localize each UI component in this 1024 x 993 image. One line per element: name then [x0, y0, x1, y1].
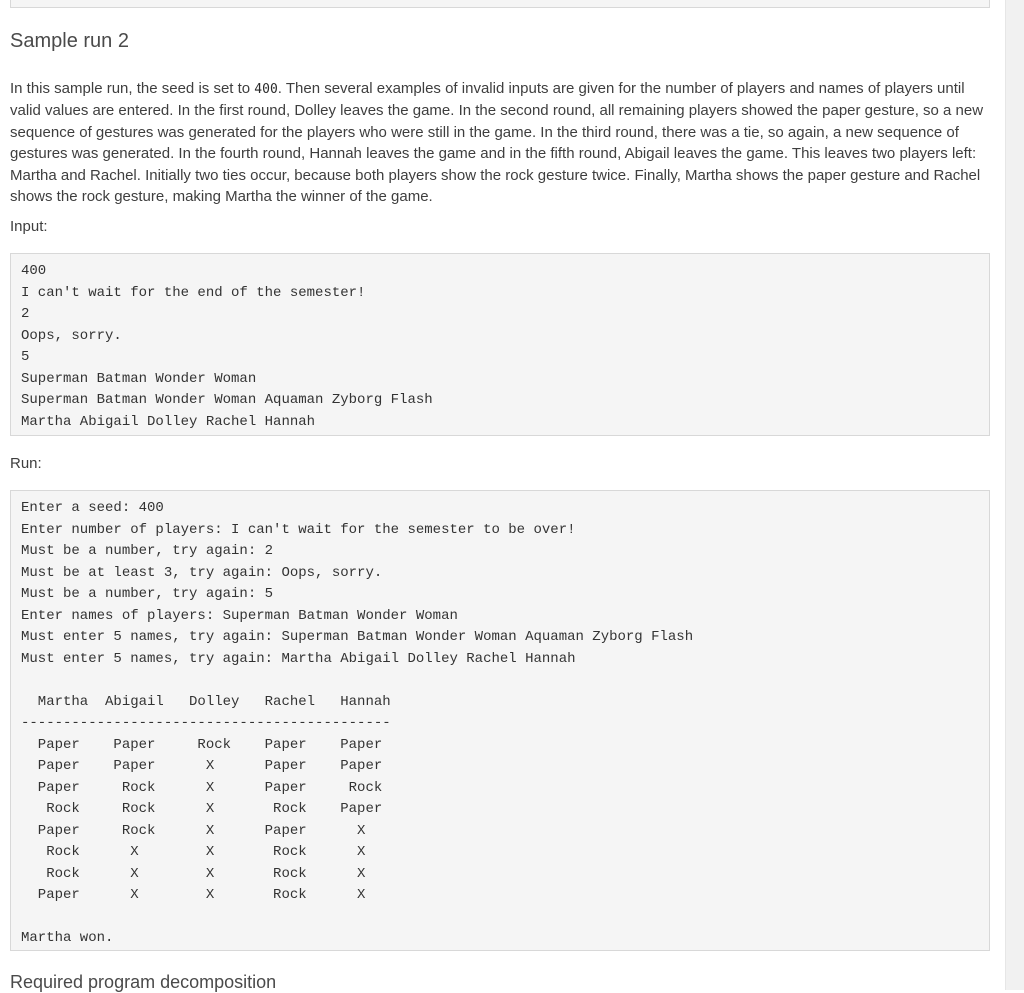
run-code-block	[10, 490, 990, 951]
run-output-line: Rock X X Rock X	[21, 865, 366, 882]
run-output-line: Must be a number, try again: 5	[21, 586, 274, 602]
run-output-line: --------------------------------------------	[21, 715, 391, 731]
run-output-line: Paper Paper Rock Paper Paper	[21, 736, 383, 753]
run-output-line	[21, 670, 979, 692]
run-output-line: Paper Rock X Paper X	[21, 822, 366, 839]
description-part-2: . Then several examples of invalid inputs are given for the number of players and names of players until valid values are entered. In the first round, Dolley leaves the game. In the second round, all remaining players showed the paper gesture, so a new sequence of gestures was generated for the players who were still in the game. In the third round, there was a tie, so again, a new sequence of gestures was generated. In the fourth round, Hannah leaves the game and in the fifth round, Abigail leaves the game. This leaves two players left: Martha and Rachel. Initially two ties occur, because both players show the rock gesture twice. Finally, Martha shows the paper gesture and Rachel shows the rock gesture, making Martha the winner of the game.	[10, 80, 984, 206]
run-output-line: Must enter 5 names, try again: Martha Abigail Dolley Rachel Hannah	[21, 650, 576, 667]
input-code-block	[10, 253, 990, 436]
run-label: Run:	[10, 455, 42, 472]
input-line: 5	[21, 349, 30, 365]
run-output-line: Rock Rock X Rock Paper	[21, 801, 383, 817]
input-line: Superman Batman Wonder Woman Aquaman Zyborg Flash	[21, 392, 433, 408]
run-output-line: Must be at least 3, try again: Oops, sorry.	[21, 564, 383, 581]
run-output-line: Must be a number, try again: 2	[21, 543, 274, 559]
input-line: 2	[21, 306, 30, 322]
run-output-line: Paper Rock X Paper Rock	[21, 779, 383, 796]
run-output-line: Rock X X Rock X	[21, 844, 366, 860]
run-output-line: Martha Abigail Dolley Rachel Hannah	[21, 693, 391, 710]
section-description	[10, 78, 990, 207]
run-output-line: Must enter 5 names, try again: Superman Batman Wonder Woman Aquaman Zyborg Flash	[21, 629, 694, 645]
run-output-line: Enter a seed: 400	[21, 500, 164, 516]
previous-code-block	[10, 0, 990, 8]
input-line: Oops, sorry.	[21, 327, 122, 344]
description-part-1: In this sample run, the seed is set to	[10, 80, 255, 97]
next-section-title: Required program decomposition	[10, 972, 277, 992]
input-line: Martha Abigail Dolley Rachel Hannah	[21, 413, 316, 430]
run-output-line: Enter number of players: I can't wait for the semester to be over!	[21, 521, 576, 538]
run-output-line: Paper X X Rock X	[21, 887, 366, 903]
seed-inline-code: 400	[254, 82, 278, 97]
input-line: 400	[21, 263, 47, 279]
input-line: I can't wait for the end of the semester!	[21, 284, 366, 301]
run-output-line: Martha won.	[21, 930, 114, 946]
run-output-line: Paper Paper X Paper Paper	[21, 758, 383, 774]
page-scrollbar[interactable]	[1005, 0, 1024, 990]
section-title: Sample run 2	[10, 30, 129, 52]
input-line: Superman Batman Wonder Woman	[21, 370, 257, 387]
run-output-line: Enter names of players: Superman Batman Wonder Woman	[21, 607, 458, 624]
input-label: Input:	[10, 218, 48, 235]
run-output-line	[21, 907, 979, 929]
